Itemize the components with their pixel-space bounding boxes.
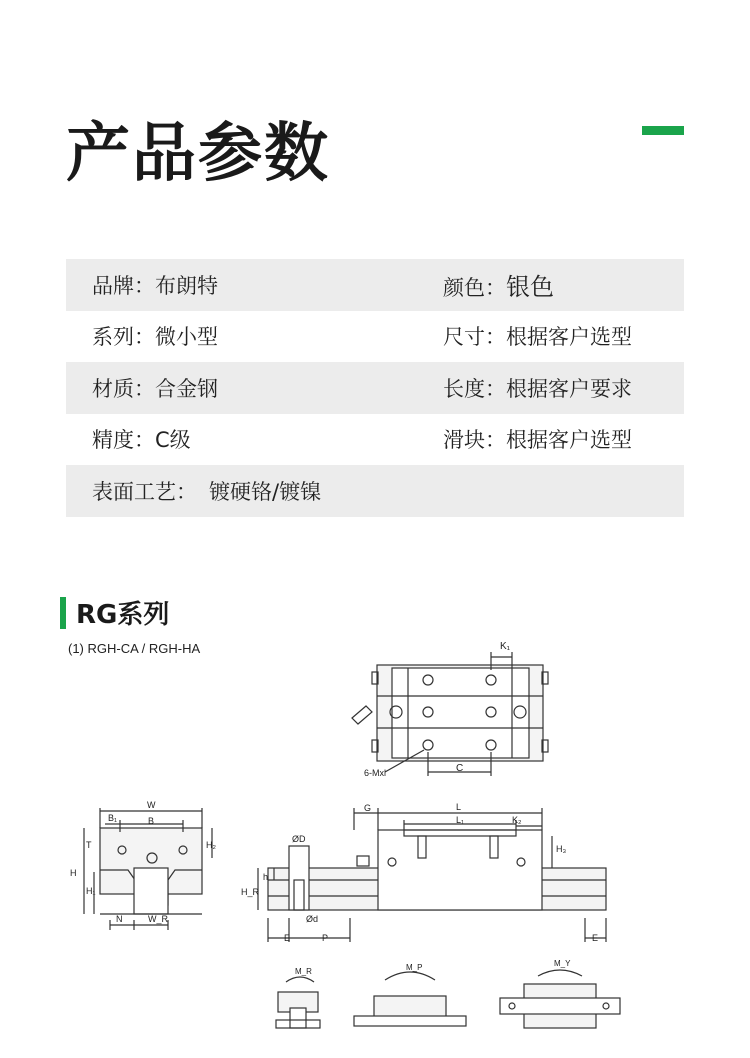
- spec-label: 颜色：: [443, 276, 506, 301]
- dim-wr: W_R: [148, 914, 168, 924]
- dim-h: H: [70, 868, 77, 878]
- dim-h2: H₂: [206, 840, 216, 850]
- moment-my-diagram: [500, 970, 620, 1028]
- spec-label: 尺寸：: [443, 325, 506, 350]
- dim-l1: L₁: [456, 815, 465, 825]
- dim-od: ØD: [292, 834, 306, 844]
- spec-value: 微小型: [155, 325, 218, 350]
- dim-h-small: h: [263, 872, 269, 882]
- dim-e-right: E: [592, 933, 599, 943]
- dim-n: N: [116, 914, 123, 924]
- dim-k1: K₁: [500, 641, 511, 652]
- spec-value: 镀硬铬/镀镍: [209, 479, 322, 504]
- spec-label: 表面工艺：: [92, 479, 197, 504]
- spec-value: C级: [155, 428, 191, 453]
- moment-mr-diagram: [276, 977, 320, 1028]
- dim-b1: B₁: [108, 813, 118, 823]
- spec-value: 布朗特: [155, 273, 218, 298]
- spec-value: 根据客户选型: [506, 428, 632, 453]
- dim-w: W: [147, 800, 156, 810]
- spec-value: 根据客户要求: [506, 376, 632, 401]
- moment-mp-diagram: [354, 972, 466, 1026]
- dim-l: L: [456, 802, 462, 812]
- dim-6mxl: 6-Mxl: [364, 768, 386, 778]
- moment-my: M_Y: [554, 959, 571, 968]
- section-title: RG系列: [76, 600, 170, 630]
- dim-g: G: [364, 803, 372, 813]
- spec-label: 长度：: [443, 376, 506, 401]
- dim-od-small: Ød: [306, 914, 319, 924]
- spec-label: 精度：: [92, 428, 155, 453]
- dim-p: P: [322, 933, 329, 943]
- spec-label: 滑块：: [443, 428, 506, 453]
- dim-b: B: [148, 816, 155, 826]
- spec-value: 根据客户选型: [506, 325, 632, 350]
- dim-k2: K₂: [512, 815, 522, 825]
- moment-mr: M_R: [295, 967, 312, 976]
- top-view: [352, 652, 548, 776]
- dim-t: T: [86, 840, 92, 850]
- dim-h1: H₁: [86, 886, 96, 896]
- dim-h3: H₃: [556, 844, 567, 854]
- front-view: [84, 808, 212, 930]
- moment-mp: M_P: [406, 963, 423, 972]
- model-caption: (1) RGH-CA / RGH-HA: [68, 641, 201, 656]
- spec-value: 银色: [506, 273, 554, 302]
- dim-hr: H_R: [241, 887, 260, 897]
- spec-label: 材质：: [92, 376, 155, 401]
- spec-label: 品牌：: [92, 273, 155, 298]
- dim-e-left: E: [284, 933, 291, 943]
- page-title: 产品参数: [66, 117, 330, 191]
- spec-label: 系列：: [92, 325, 155, 350]
- spec-value: 合金钢: [155, 376, 218, 401]
- dim-c: C: [456, 763, 464, 774]
